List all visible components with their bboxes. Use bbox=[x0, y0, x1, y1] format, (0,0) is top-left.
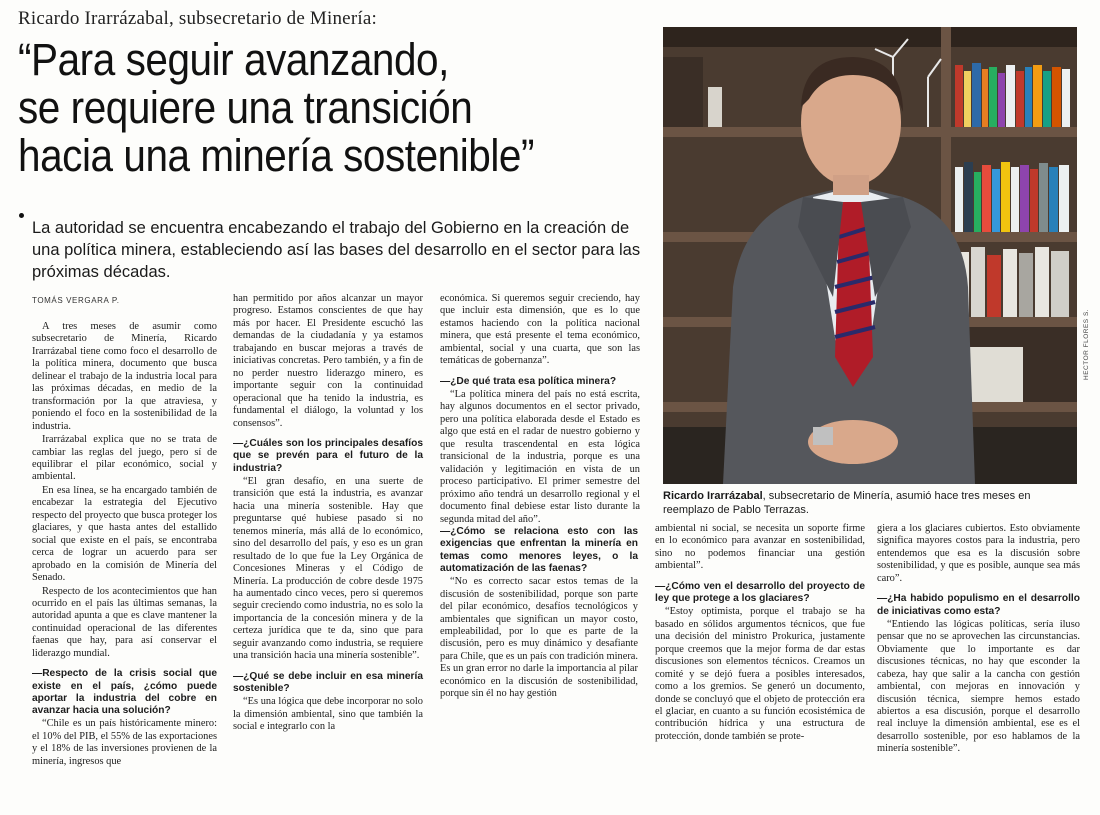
paragraph: han permitido por años alcanzar un mayor progreso. Estamos conscientes de que hay más por hacer. El Presidente escuchó las demandas de la ciudadanía y ya estamos trabajando en buscar mejoras a través de iniciativas concretas. Pero también, y a fin de no perder nuestro liderazgo minero, es importante seguir con la continuidad operacional que ha tenido la industria, es fundamental el diálogo, la voluntad y los consensos”. bbox=[233, 293, 423, 429]
paragraph: Respecto de los acontecimientos que han ocurrido en el país las últimas semanas, la autoridad apunta a que es clave mantener la continuidad operacional de las diferentes faenas que hay, para así conservar el liderazgo mundial. bbox=[32, 585, 217, 659]
caption-text: , subsecretario de Minería, asumió hace tres meses en reemplazo de Pablo Terrazas. bbox=[663, 490, 1031, 516]
answer: “Es una lógica que debe incorporar no solo la dimensión ambiental, sino que también la social e integrarlo con la bbox=[233, 696, 423, 733]
byline: TOMÁS VERGARA P. bbox=[32, 296, 120, 305]
question: —Respecto de la crisis social que existe en el país, ¿cómo puede aportar la industria del cobre en avanzar hacia una solución? bbox=[32, 668, 217, 717]
column-3 bbox=[440, 293, 640, 527]
answer: “Chile es un país históricamente minero: el 10% del PIB, el 55% de las exportaciones y el 18% de las inversiones provienen de la minería, ingresos que bbox=[32, 718, 217, 767]
portrait-illustration bbox=[663, 27, 1077, 484]
question: —¿Ha habido populismo en el desarrollo de iniciativas como esta? bbox=[877, 593, 1080, 617]
headline bbox=[18, 36, 658, 180]
column-6 bbox=[877, 523, 1080, 757]
question: —¿Qué se debe incluir en esa minería sostenible? bbox=[233, 670, 423, 694]
paragraph: En esa línea, se ha encargado también de encabezar la estrategia del Ejecutivo respecto del proyecto que busca proteger los glaciares, y que hasta antes del estallido social que existe en el país, se encontraba cerca de lograr un acuerdo para ser aprobado en la comisión de Minería del Senado. bbox=[32, 484, 217, 584]
portrait-photo bbox=[663, 27, 1077, 484]
paragraph: económica. Si queremos seguir creciendo, hay que incluir esta dimensión, que es lo que estamos haciendo con la política nacional minera, que está presente el tema económico, ambiental, social y una cuarta, que son las temáticas de gobernanza”. bbox=[440, 293, 640, 367]
question: —¿Cómo ven el desarrollo del proyecto de ley que protege a los glaciares? bbox=[655, 580, 865, 605]
caption-name: Ricardo Irarrázabal bbox=[663, 490, 763, 502]
deck-bullet bbox=[19, 213, 24, 218]
answer: “Estoy optimista, porque el trabajo se ha basado en sólidos argumentos técnicos, que fue una decisión del ministro Prokurica, justamente porque creemos que la mejor forma de dar estas discusiones son elementos técnicos. Creamos un comité y se dejó fuera a posibles interesados, como a los gremios. Se generó un documento, donde se concluyó que el objeto de protección era el glaciar, en cuanto a su función ecosistémica de contribución hídrica y una estructura de protección, donde también se prote- bbox=[655, 606, 865, 742]
question: —¿Cómo se relaciona esto con las exigencias que enfrentan la minería en temas como menores leyes, o la automatización de las faenas? bbox=[440, 526, 638, 574]
answer: “No es correcto sacar estos temas de la discusión de sostenibilidad, porque son parte del pilar económico, desafíos tecnológicos y ambientales que significan un mayor costo, empleabilidad, por lo que es parte de la discusión, pero es muy dinámico y desafiante para Chile, que es un país con tradición minera. Es un gran error no darle la importancia al pilar económico en la discusión de sostenibilidad, porque sin él no hay gestión bbox=[440, 576, 638, 700]
question: —¿De qué trata esa política minera? bbox=[440, 375, 617, 387]
headline-line-1: “Para seguir avanzando, bbox=[18, 34, 449, 85]
deck: La autoridad se encuentra encabezando el trabajo del Gobierno en la creación de una política minera, estableciendo así las bases del desarrollo en el sector para las próximas décadas. bbox=[32, 219, 641, 281]
paragraph: Irarrázabal explica que no se trata de cambiar las reglas del juego, pero sí de equilibrar el pilar económico, social y ambiental. bbox=[32, 434, 217, 483]
photo-credit: HECTOR FLORES S. bbox=[1083, 308, 1090, 380]
headline-line-3: hacia una minería sostenible” bbox=[18, 130, 535, 181]
kicker: Ricardo Irarrázabal, subsecretario de Minería: bbox=[18, 8, 377, 29]
paragraph: ambiental ni social, se necesita un soporte firme en lo económico para avanzar en sostenibilidad, sino no podemos financiar una gestión ambiental”. bbox=[655, 523, 865, 572]
answer: “El gran desafío, en una suerte de transición que está la industria, es avanzar hacia una minería sostenible. Hay que preguntarse qué hubiese pasado si no tenemos minería, más allá de lo económico, sino del desarrollo del país, y eso es un gran resultado de lo que fue la Ley Orgánica de Concesiones Mineras y el Código de Minería. La producción de cobre desde 1975 ha aumentado cinco veces, pero si queremos seguir creciendo como industria, no es solo la importancia de la concesión minera y de la certeza jurídica que te da, sino que para seguir avanzando como industria, se requiere una transición hacia una minería sostenible”. bbox=[233, 475, 423, 662]
paragraph: A tres meses de asumir como subsecretario de Minería, Ricardo Irarrázabal tiene como foco el desarrollo de la política minera, documento que busca delinear el trabajo de la industria local para las próximas décadas, en medio de la transformación por la que atraviesa, y poniendo el foco en la sostenibilidad de la industria. bbox=[32, 321, 217, 432]
column-5 bbox=[655, 523, 865, 744]
paragraph: giera a los glaciares cubiertos. Esto obviamente significa mayores costos para la industria, pero entendemos que esa es la discusión sobre sostenibilidad, y que es posible, aunque sea más caro”. bbox=[877, 523, 1080, 584]
answer: “La política minera del país no está escrita, hay algunos documentos en el sector privado, pero una política elaborada desde el Estado es algo que está en el radar de nuestro gobierno y que resulta trascendental en esta lógica transicional de la industria, porque es una validación y legitimación en vista de un proceso participativo. El primer semestre del próximo año tendrá un desarrollo regional y el documento final debiese estar listo durante la segunda mitad del año”. bbox=[440, 389, 640, 525]
answer: “Entiendo las lógicas políticas, sería iluso pensar que no se aprovechen las circunstancias. Obviamente que lo importante es dar discusiones técnicas, no hay que esconder la cabeza, hay que salir a la cancha con gestión ambiental, con mejoras en innovación y discusión técnica, siempre hemos estado abiertos a esa discusión, porque el desarrollo real incluye la dimensión ambiental, ese es el desarrollo sostenible, por eso hablamos de la minería sostenible”. bbox=[877, 618, 1080, 755]
column-4 bbox=[440, 523, 638, 702]
column-1 bbox=[32, 321, 217, 769]
column-2 bbox=[233, 293, 423, 735]
photo-caption bbox=[663, 489, 1077, 517]
question: —¿Cuáles son los principales desafíos que se prevén para el futuro de la industria? bbox=[233, 437, 423, 474]
headline-line-2: se requiere una transición bbox=[18, 82, 473, 133]
